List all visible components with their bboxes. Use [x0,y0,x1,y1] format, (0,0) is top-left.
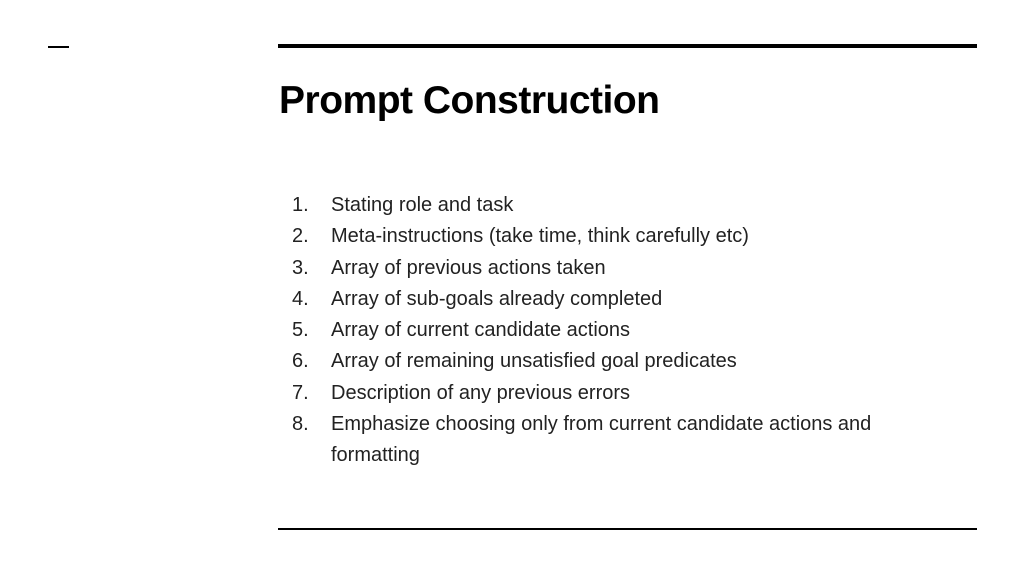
list-item-text: Meta-instructions (take time, think carefully etc) [331,225,749,248]
list-item [282,253,962,284]
list-item-text: Array of remaining unsatisfied goal predicates [331,350,737,373]
list-item [282,409,962,472]
list-item-number: 3. [292,256,309,279]
list-item [282,190,962,221]
list-item [282,378,962,409]
numbered-list [282,190,962,472]
bottom-divider [278,528,977,530]
list-item-number: 1. [292,194,309,216]
list-item-text: Emphasize choosing only from current candidate actions and formatting [331,413,872,467]
list-item-number: 8. [292,413,309,436]
list-item-number: 6. [292,350,309,373]
list-item-number: 2. [292,225,309,248]
list-item-number: 5. [292,319,309,342]
list-item [282,346,962,377]
corner-dash-decoration [48,46,69,48]
list-item [282,315,962,346]
list-item-text: Description of any previous errors [331,381,631,404]
top-divider [278,44,977,48]
list-item-text: Array of previous actions taken [331,256,606,279]
list-item [282,284,962,315]
list-item-number: 4. [292,287,309,310]
list-item-text: Array of sub-goals already completed [331,287,663,310]
slide-title: Prompt Construction [279,79,660,122]
list-item-text: Stating role and task [331,194,514,216]
list-item-text: Array of current candidate actions [331,319,631,342]
list-item [282,221,962,252]
list-item-number: 7. [292,381,309,404]
